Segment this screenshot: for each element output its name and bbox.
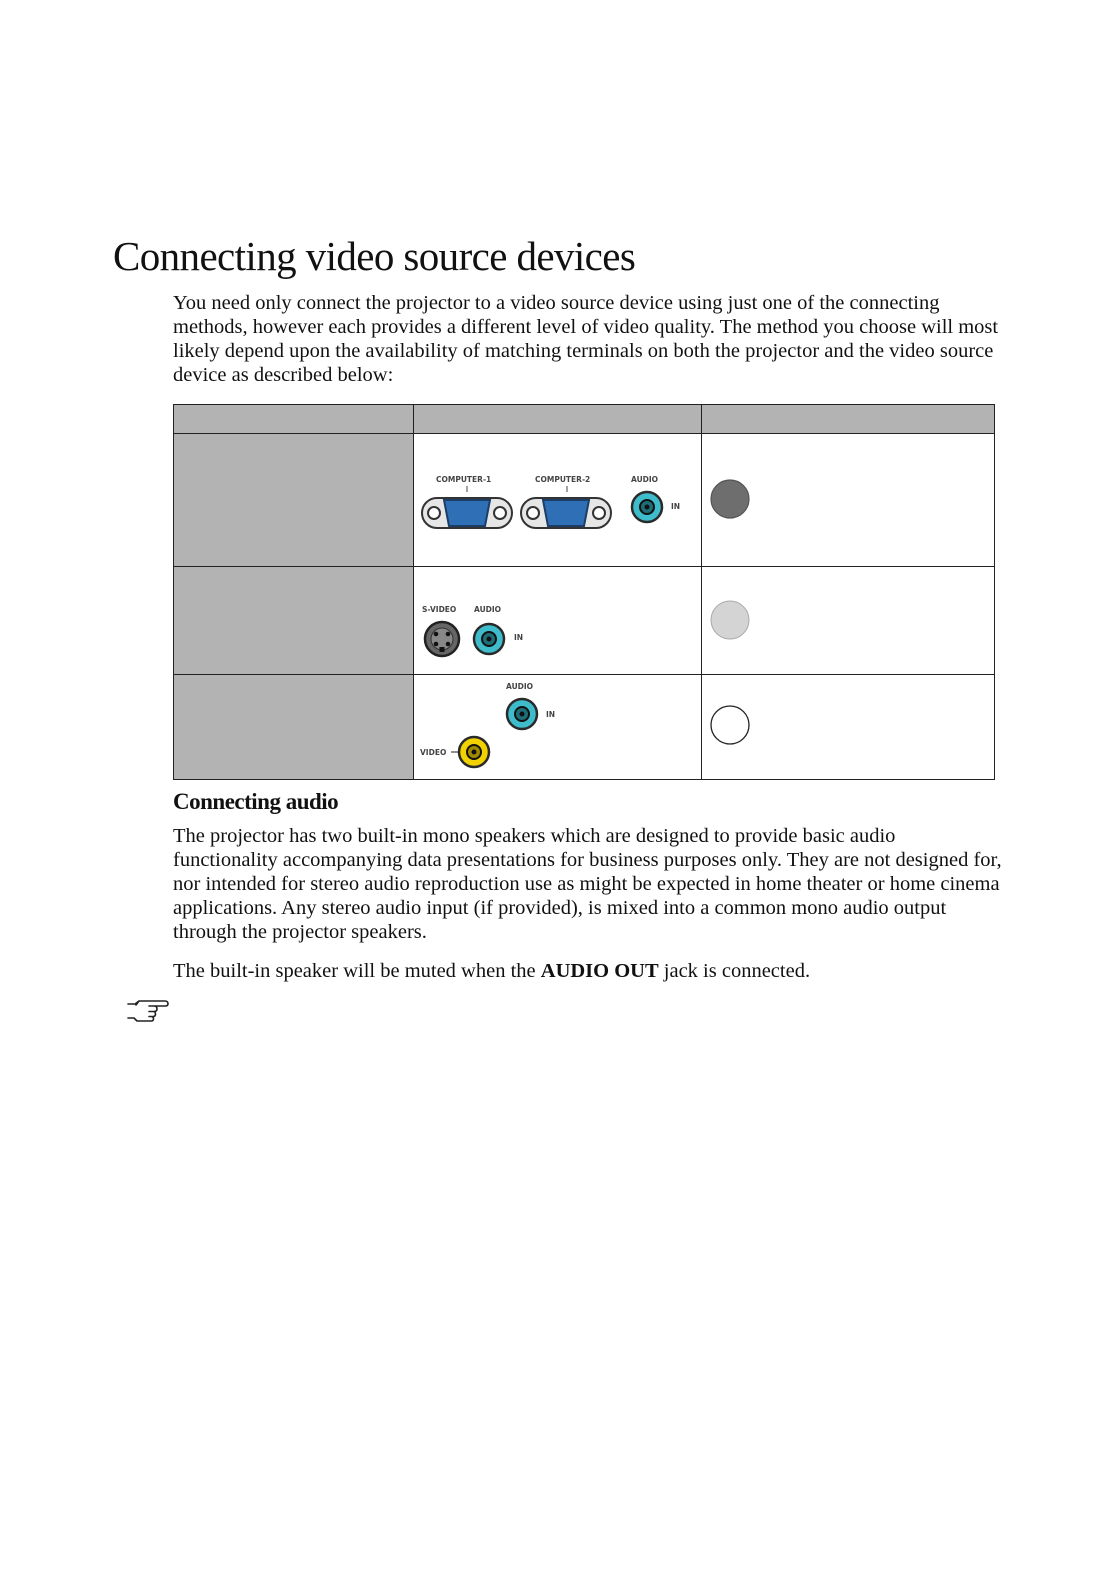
port-label: AUDIO [506, 682, 534, 691]
svideo-ports-illustration [414, 567, 701, 674]
port-label: S-VIDEO [422, 605, 457, 614]
note-text-after: jack is connected. [658, 960, 811, 982]
note-text-before: The built-in speaker will be muted when the [173, 960, 541, 982]
table-row-video [174, 675, 995, 780]
vga-port-icon [521, 498, 611, 528]
audio-out-jack-label: AUDIO OUT [540, 960, 659, 982]
port-label: VIDEO [420, 748, 447, 757]
port-label: IN [514, 633, 524, 642]
port-label: COMPUTER-2 [535, 475, 591, 484]
vga-port-icon [422, 498, 512, 528]
table-row-svideo [174, 567, 995, 675]
port-label: IN [546, 710, 556, 719]
audio-section-heading: Connecting audio [173, 789, 339, 814]
row-label-cell [174, 567, 414, 675]
audio-jack-icon [474, 624, 504, 654]
row-label-cell [174, 434, 414, 567]
audio-jack-icon [632, 492, 662, 522]
page-title: Connecting video source devices [113, 233, 636, 279]
port-label: AUDIO [474, 605, 502, 614]
port-illustration-cell [414, 567, 702, 675]
quality-indicator-cell [702, 675, 995, 780]
header-cell-1 [174, 405, 414, 434]
audio-jack-icon [507, 699, 537, 729]
header-cell-3 [702, 405, 995, 434]
audio-paragraph: The projector has two built-in mono speakers which are designed to provide basic audio functionality accompanying data presentations for business purposes only. They are not designed for, nor intended for stereo audio reproduction use as might be expected in home theater or home cinema applications. Any stereo audio input (if provided), is mixed into a common mono audio output through the projector speakers. [173, 825, 1002, 943]
quality-dot-icon [702, 567, 802, 674]
pointing-hand-icon [125, 998, 169, 1022]
table-header-row [174, 405, 995, 434]
video-ports-illustration [414, 675, 701, 779]
quality-dot-icon [702, 675, 802, 779]
header-cell-2 [414, 405, 702, 434]
row-label-cell [174, 675, 414, 780]
intro-paragraph: You need only connect the projector to a video source device using just one of the connecting methods, however each provides a different level of video quality. The method you choose will most likely depend upon the availability of matching terminals on both the projector and the video source device as described below: [173, 292, 999, 386]
port-label: IN [671, 502, 681, 511]
connection-table [173, 404, 995, 780]
table-row-dsub [174, 434, 995, 567]
video-jack-icon [459, 737, 489, 767]
port-label: AUDIO [631, 475, 659, 484]
quality-dot-icon [702, 434, 802, 566]
svideo-port-icon [425, 622, 459, 656]
quality-indicator-cell [702, 567, 995, 675]
port-illustration-cell [414, 675, 702, 780]
port-illustration-cell [414, 434, 702, 567]
port-label: COMPUTER-1 [436, 475, 492, 484]
dsub-ports-illustration [414, 434, 701, 566]
quality-indicator-cell [702, 434, 995, 567]
audio-note-paragraph [173, 959, 1003, 983]
